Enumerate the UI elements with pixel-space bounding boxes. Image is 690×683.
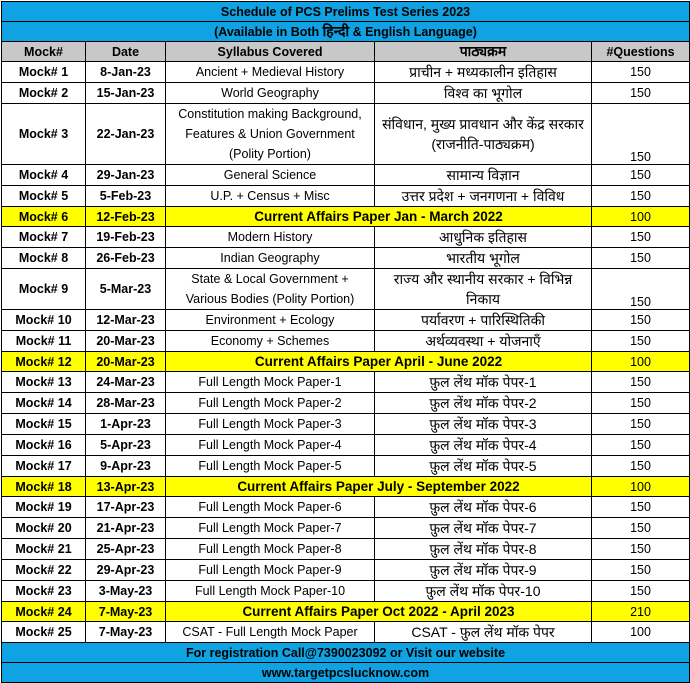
mock-cell: Mock# 17 — [2, 456, 86, 477]
questions-cell: 100 — [592, 477, 690, 497]
date-cell: 15-Jan-23 — [86, 83, 166, 104]
hindi-syllabus-cell: भारतीय भूगोल — [375, 248, 592, 269]
syllabus-cell: Full Length Mock Paper-2 — [166, 393, 375, 414]
date-cell: 26-Feb-23 — [86, 248, 166, 269]
current-affairs-row — [2, 602, 690, 622]
date-cell: 29-Apr-23 — [86, 560, 166, 581]
syllabus-cell: Environment + Ecology — [166, 310, 375, 331]
hindi-syllabus-cell: संविधान, मुख्य प्रावधान और केंद्र सरकार (राजनीति-पाठ्यक्रम) — [375, 104, 592, 165]
title-row — [2, 2, 690, 22]
date-cell: 5-Feb-23 — [86, 186, 166, 207]
syllabus-cell: Full Length Mock Paper-3 — [166, 414, 375, 435]
questions-cell: 150 — [592, 227, 690, 248]
hindi-syllabus-cell: फ़ुल लेंथ मॉक पेपर-2 — [375, 393, 592, 414]
current-affairs-row — [2, 207, 690, 227]
syllabus-cell: Full Length Mock Paper-10 — [166, 581, 375, 602]
hindi-syllabus-cell: फ़ुल लेंथ मॉक पेपर-7 — [375, 518, 592, 539]
header-syllabus: Syllabus Covered — [166, 42, 375, 62]
hindi-syllabus-cell: आधुनिक इतिहास — [375, 227, 592, 248]
questions-cell: 150 — [592, 104, 690, 165]
syllabus-cell: Ancient + Medieval History — [166, 62, 375, 83]
hindi-syllabus-cell: सामान्य विज्ञान — [375, 165, 592, 186]
mock-cell: Mock# 9 — [2, 269, 86, 310]
table-row — [2, 497, 690, 518]
hindi-syllabus-cell: उत्तर प्रदेश + जनगणना + विविध — [375, 186, 592, 207]
questions-cell: 100 — [592, 352, 690, 372]
syllabus-cell: General Science — [166, 165, 375, 186]
table-row — [2, 269, 690, 310]
syllabus-cell: Full Length Mock Paper-1 — [166, 372, 375, 393]
questions-cell: 210 — [592, 602, 690, 622]
questions-cell: 150 — [592, 539, 690, 560]
mock-cell: Mock# 6 — [2, 207, 86, 227]
questions-cell: 150 — [592, 581, 690, 602]
mock-cell: Mock# 1 — [2, 62, 86, 83]
mock-cell: Mock# 20 — [2, 518, 86, 539]
mock-cell: Mock# 5 — [2, 186, 86, 207]
table-row — [2, 622, 690, 643]
syllabus-cell: World Geography — [166, 83, 375, 104]
syllabus-cell: State & Local Government + Various Bodies (Polity Portion) — [166, 269, 375, 310]
questions-cell: 150 — [592, 62, 690, 83]
date-cell: 17-Apr-23 — [86, 497, 166, 518]
syllabus-cell: Constitution making Background, Features & Union Government (Polity Portion) — [166, 104, 375, 165]
table-row — [2, 560, 690, 581]
current-affairs-title: Current Affairs Paper July - September 2022 — [166, 477, 592, 497]
subtitle-row — [2, 22, 690, 42]
hindi-syllabus-cell: राज्य और स्थानीय सरकार + विभिन्न निकाय — [375, 269, 592, 310]
subtitle-suffix: & English Language) — [349, 25, 477, 39]
questions-cell: 150 — [592, 414, 690, 435]
questions-cell: 150 — [592, 497, 690, 518]
date-cell: 24-Mar-23 — [86, 372, 166, 393]
questions-cell: 150 — [592, 269, 690, 310]
hindi-syllabus-cell: फ़ुल लेंथ मॉक पेपर-1 — [375, 372, 592, 393]
table-row — [2, 83, 690, 104]
table-row — [2, 186, 690, 207]
hindi-syllabus-cell: फ़ुल लेंथ मॉक पेपर-5 — [375, 456, 592, 477]
mock-cell: Mock# 15 — [2, 414, 86, 435]
page-subtitle — [2, 22, 690, 42]
syllabus-cell: Full Length Mock Paper-5 — [166, 456, 375, 477]
mock-cell: Mock# 16 — [2, 435, 86, 456]
date-cell: 20-Mar-23 — [86, 352, 166, 372]
table-row — [2, 581, 690, 602]
header-row — [2, 42, 690, 62]
hindi-syllabus-cell: प्राचीन + मध्यकालीन इतिहास — [375, 62, 592, 83]
questions-cell: 150 — [592, 165, 690, 186]
date-cell: 1-Apr-23 — [86, 414, 166, 435]
questions-cell: 150 — [592, 83, 690, 104]
current-affairs-title: Current Affairs Paper Oct 2022 - April 2023 — [166, 602, 592, 622]
table-row — [2, 539, 690, 560]
questions-cell: 150 — [592, 435, 690, 456]
header-mock: Mock# — [2, 42, 86, 62]
hindi-syllabus-cell: फ़ुल लेंथ मॉक पेपर-10 — [375, 581, 592, 602]
questions-cell: 150 — [592, 560, 690, 581]
syllabus-cell: Full Length Mock Paper-9 — [166, 560, 375, 581]
hindi-syllabus-cell: फ़ुल लेंथ मॉक पेपर-9 — [375, 560, 592, 581]
date-cell: 12-Feb-23 — [86, 207, 166, 227]
footer-website: www.targetpcslucknow.com — [2, 663, 690, 683]
table-row — [2, 435, 690, 456]
date-cell: 7-May-23 — [86, 602, 166, 622]
mock-cell: Mock# 22 — [2, 560, 86, 581]
syllabus-cell: U.P. + Census + Misc — [166, 186, 375, 207]
mock-cell: Mock# 19 — [2, 497, 86, 518]
date-cell: 21-Apr-23 — [86, 518, 166, 539]
syllabus-cell: Full Length Mock Paper-4 — [166, 435, 375, 456]
mock-cell: Mock# 10 — [2, 310, 86, 331]
questions-cell: 150 — [592, 393, 690, 414]
current-affairs-title: Current Affairs Paper April - June 2022 — [166, 352, 592, 372]
date-cell: 20-Mar-23 — [86, 331, 166, 352]
table-row — [2, 518, 690, 539]
mock-cell: Mock# 21 — [2, 539, 86, 560]
table-row — [2, 331, 690, 352]
mock-cell: Mock# 2 — [2, 83, 86, 104]
questions-cell: 100 — [592, 207, 690, 227]
hindi-syllabus-cell: फ़ुल लेंथ मॉक पेपर-4 — [375, 435, 592, 456]
syllabus-cell: CSAT - Full Length Mock Paper — [166, 622, 375, 643]
date-cell: 28-Mar-23 — [86, 393, 166, 414]
date-cell: 25-Apr-23 — [86, 539, 166, 560]
header-date: Date — [86, 42, 166, 62]
date-cell: 12-Mar-23 — [86, 310, 166, 331]
questions-cell: 150 — [592, 248, 690, 269]
questions-cell: 150 — [592, 518, 690, 539]
table-row — [2, 62, 690, 83]
mock-cell: Mock# 23 — [2, 581, 86, 602]
date-cell: 9-Apr-23 — [86, 456, 166, 477]
date-cell: 5-Apr-23 — [86, 435, 166, 456]
syllabus-cell: Indian Geography — [166, 248, 375, 269]
subtitle-hindi: हिन्दी — [322, 23, 350, 39]
date-cell: 19-Feb-23 — [86, 227, 166, 248]
questions-cell: 150 — [592, 456, 690, 477]
hindi-syllabus-cell: फ़ुल लेंथ मॉक पेपर-8 — [375, 539, 592, 560]
date-cell: 22-Jan-23 — [86, 104, 166, 165]
current-affairs-title: Current Affairs Paper Jan - March 2022 — [166, 207, 592, 227]
table-row — [2, 165, 690, 186]
table-row — [2, 414, 690, 435]
hindi-syllabus-cell: पर्यावरण + पारिस्थितिकी — [375, 310, 592, 331]
mock-cell: Mock# 12 — [2, 352, 86, 372]
syllabus-cell: Modern History — [166, 227, 375, 248]
header-questions: #Questions — [592, 42, 690, 62]
table-row — [2, 227, 690, 248]
date-cell: 29-Jan-23 — [86, 165, 166, 186]
hindi-syllabus-cell: फ़ुल लेंथ मॉक पेपर-3 — [375, 414, 592, 435]
mock-cell: Mock# 24 — [2, 602, 86, 622]
date-cell: 7-May-23 — [86, 622, 166, 643]
mock-cell: Mock# 3 — [2, 104, 86, 165]
date-cell: 5-Mar-23 — [86, 269, 166, 310]
hindi-syllabus-cell: CSAT - फ़ुल लेंथ मॉक पेपर — [375, 622, 592, 643]
date-cell: 3-May-23 — [86, 581, 166, 602]
mock-cell: Mock# 18 — [2, 477, 86, 497]
questions-cell: 100 — [592, 622, 690, 643]
syllabus-cell: Full Length Mock Paper-8 — [166, 539, 375, 560]
table-row — [2, 393, 690, 414]
mock-cell: Mock# 4 — [2, 165, 86, 186]
questions-cell: 150 — [592, 310, 690, 331]
questions-cell: 150 — [592, 331, 690, 352]
page-title: Schedule of PCS Prelims Test Series 2023 — [2, 2, 690, 22]
hindi-syllabus-cell: विश्व का भूगोल — [375, 83, 592, 104]
schedule-table — [1, 1, 690, 683]
current-affairs-row — [2, 352, 690, 372]
mock-cell: Mock# 13 — [2, 372, 86, 393]
hindi-syllabus-cell: अर्थव्यवस्था + योजनाएँ — [375, 331, 592, 352]
table-row — [2, 310, 690, 331]
subtitle-prefix: (Available in Both — [214, 25, 323, 39]
mock-cell: Mock# 11 — [2, 331, 86, 352]
schedule-sheet — [1, 1, 689, 683]
questions-cell: 150 — [592, 186, 690, 207]
table-row — [2, 248, 690, 269]
footer-row-registration — [2, 643, 690, 663]
header-hindi: पाठ्यक्रम — [375, 42, 592, 62]
mock-cell: Mock# 7 — [2, 227, 86, 248]
syllabus-cell: Economy + Schemes — [166, 331, 375, 352]
table-row — [2, 372, 690, 393]
date-cell: 13-Apr-23 — [86, 477, 166, 497]
syllabus-cell: Full Length Mock Paper-7 — [166, 518, 375, 539]
questions-cell: 150 — [592, 372, 690, 393]
mock-cell: Mock# 14 — [2, 393, 86, 414]
hindi-syllabus-cell: फ़ुल लेंथ मॉक पेपर-6 — [375, 497, 592, 518]
footer-registration: For registration Call@7390023092 or Visit our website — [2, 643, 690, 663]
syllabus-cell: Full Length Mock Paper-6 — [166, 497, 375, 518]
mock-cell: Mock# 25 — [2, 622, 86, 643]
current-affairs-row — [2, 477, 690, 497]
table-row — [2, 104, 690, 165]
mock-cell: Mock# 8 — [2, 248, 86, 269]
table-row — [2, 456, 690, 477]
date-cell: 8-Jan-23 — [86, 62, 166, 83]
